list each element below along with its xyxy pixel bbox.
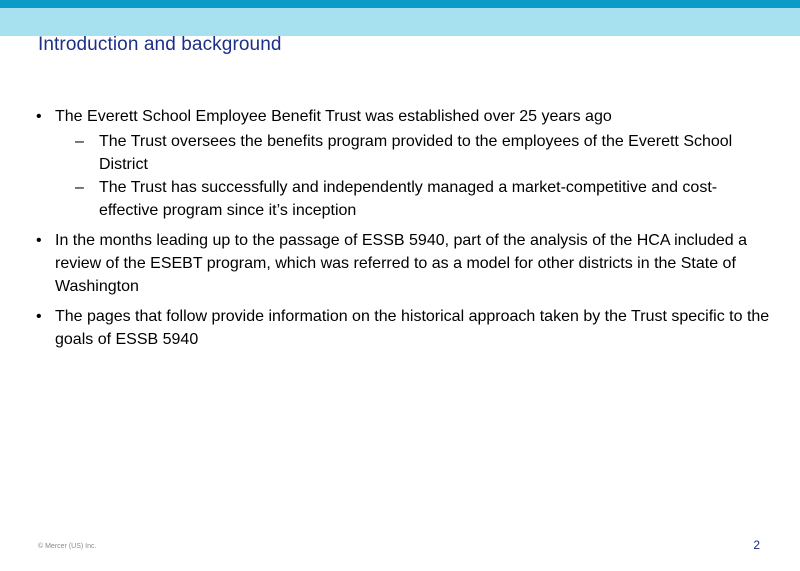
bullet-item: [36, 305, 771, 351]
sub-bullet-item: [55, 176, 771, 222]
bullet-text: In the months leading up to the passage of ESSB 5940, part of the analysis of the HCA included a review of the ESEBT program, which was referred to as a model for other districts in the State of Washington: [55, 232, 748, 295]
bullet-item: [36, 229, 771, 298]
bullet-item: [36, 105, 771, 222]
bullet-marker: •: [36, 308, 42, 325]
bullet-marker: •: [36, 108, 42, 125]
header-band-light: [0, 8, 800, 36]
sub-bullet-marker: –: [75, 133, 84, 150]
bullet-marker: •: [36, 232, 42, 249]
header-band-dark: [0, 0, 800, 8]
sub-bullet-text: The Trust has successfully and independently managed a market-competitive and cost-effective program since it’s inception: [99, 179, 718, 219]
footer-copyright: © Mercer (US) Inc.: [38, 543, 97, 550]
sub-bullet-list: [55, 130, 771, 222]
bullet-text: The Everett School Employee Benefit Trust was established over 25 years ago: [55, 108, 612, 125]
sub-bullet-marker: –: [75, 179, 84, 196]
sub-bullet-item: [55, 130, 771, 176]
sub-bullet-text: The Trust oversees the benefits program provided to the employees of the Everett School District: [99, 133, 733, 173]
bullet-text: The pages that follow provide information on the historical approach taken by the Trust specific to the goals of ESSB 5940: [55, 308, 770, 348]
page-number: 2: [753, 538, 760, 552]
slide-body: [36, 105, 771, 358]
page-title: Introduction and background: [38, 34, 282, 55]
